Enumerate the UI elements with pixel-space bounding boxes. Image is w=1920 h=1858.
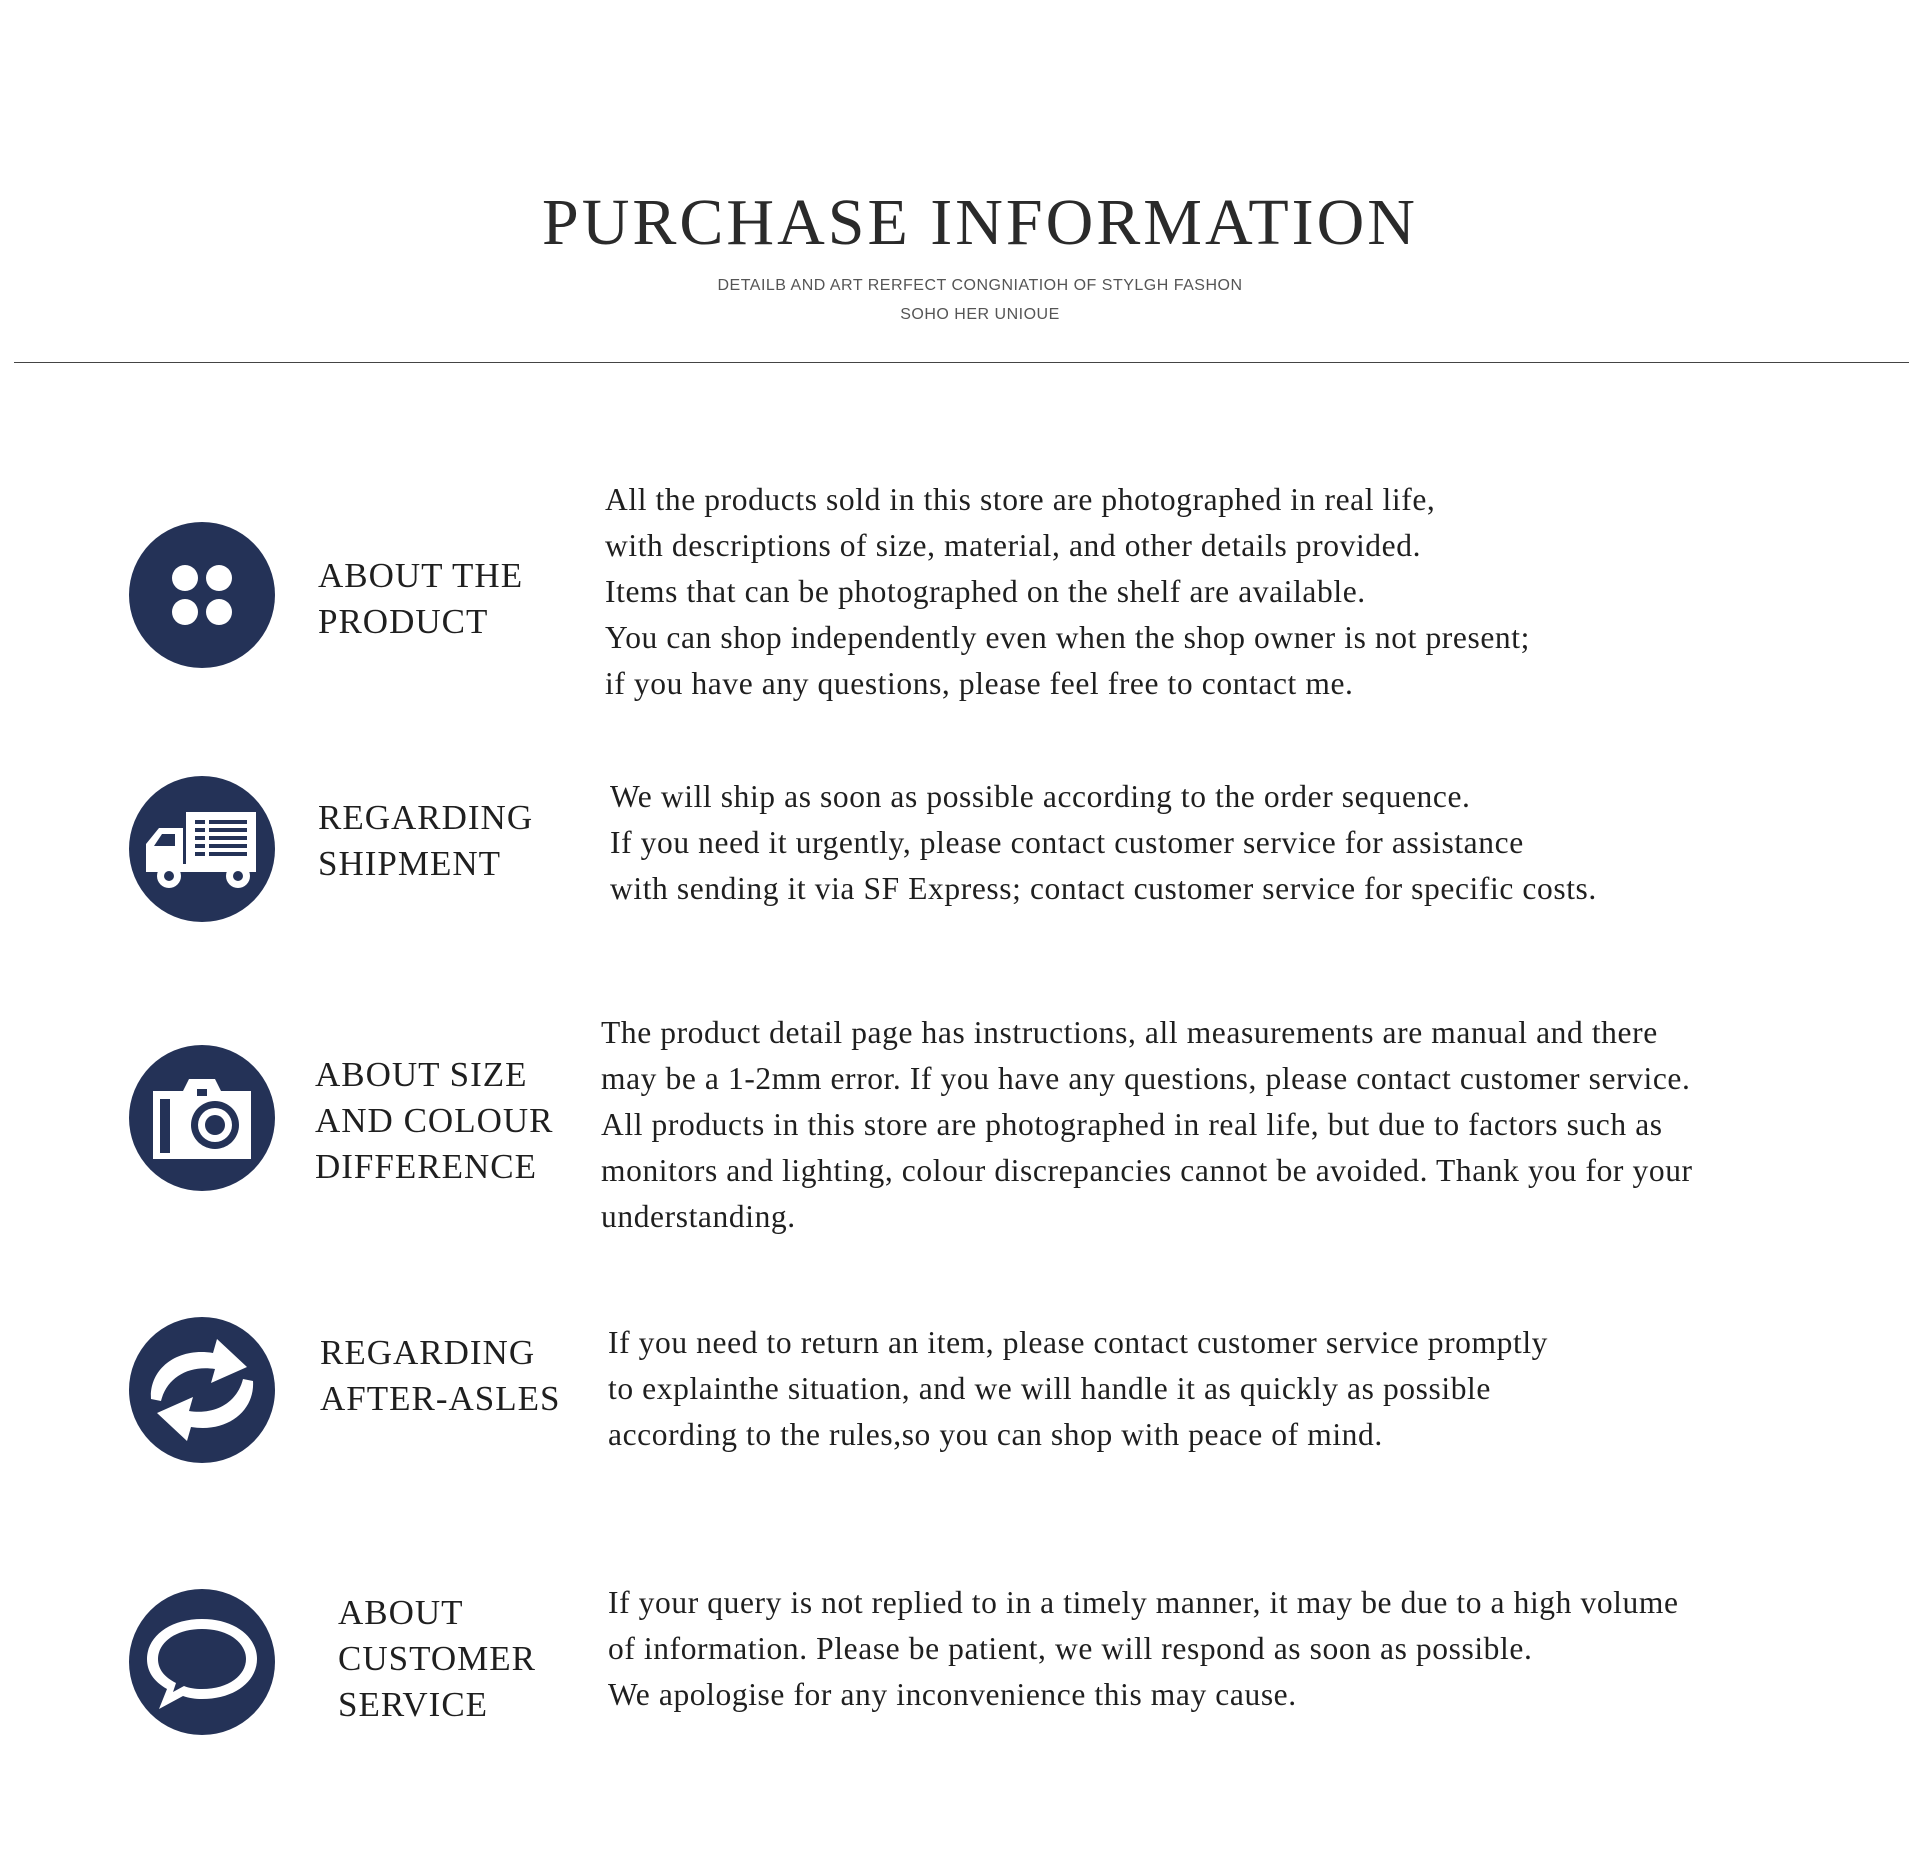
section-label: ABOUT SIZE AND COLOUR DIFFERENCE <box>315 1055 554 1186</box>
description-line: You can shop independently even when the shop owner is not present; <box>605 620 1530 655</box>
section-description <box>605 477 1530 707</box>
section-description <box>608 1320 1548 1458</box>
section-label: REGARDING SHIPMENT <box>318 798 534 883</box>
description-line: All products in this store are photographed in real life, but due to factors such as <box>601 1107 1663 1142</box>
description-line: to explainthe situation, and we will handle it as quickly as possible <box>608 1371 1491 1406</box>
description-line: if you have any questions, please feel free to contact me. <box>605 666 1354 701</box>
description-line: We will ship as soon as possible according to the order sequence. <box>610 779 1471 814</box>
section-description <box>610 774 1597 912</box>
subtitle-line-2: SOHO HER UNIOUE <box>900 306 1060 323</box>
description-line: with sending it via SF Express; contact customer service for specific costs. <box>610 871 1597 906</box>
description-line: If you need to return an item, please contact customer service promptly <box>608 1325 1549 1360</box>
section-label: ABOUT CUSTOMER SERVICE <box>338 1593 536 1724</box>
description-line: according to the rules,so you can shop with peace of mind. <box>608 1417 1383 1452</box>
description-line: All the products sold in this store are photographed in real life, <box>605 482 1436 517</box>
page-title: PURCHASE INFORMATION <box>542 186 1418 259</box>
subtitle-line-1: DETAILB AND ART RERFECT CONGNIATIOH OF STYLGH FASHON <box>717 277 1243 294</box>
refresh-arrows-icon <box>129 1317 275 1463</box>
section-description <box>601 1010 1693 1240</box>
delivery-truck-icon <box>129 776 275 922</box>
four-dots-icon <box>129 522 275 668</box>
description-line: We apologise for any inconvenience this may cause. <box>608 1677 1297 1712</box>
description-line: Items that can be photographed on the shelf are available. <box>605 574 1366 609</box>
description-line: If you need it urgently, please contact customer service for assistance <box>610 825 1524 860</box>
description-line: monitors and lighting, colour discrepancies cannot be avoided. Thank you for your <box>601 1153 1693 1188</box>
description-line: understanding. <box>601 1199 796 1234</box>
speech-bubble-icon <box>129 1589 275 1735</box>
section-description <box>608 1580 1679 1718</box>
camera-icon <box>129 1045 275 1191</box>
description-line: The product detail page has instructions, all measurements are manual and there <box>601 1015 1658 1050</box>
section-label: REGARDING AFTER-ASLES <box>320 1333 561 1418</box>
description-line: with descriptions of size, material, and other details provided. <box>605 528 1422 563</box>
description-line: If your query is not replied to in a timely manner, it may be due to a high volume <box>608 1585 1679 1620</box>
section-label: ABOUT THE PRODUCT <box>318 556 524 641</box>
description-line: of information. Please be patient, we will respond as soon as possible. <box>608 1631 1533 1666</box>
header-divider <box>14 362 1909 363</box>
description-line: may be a 1-2mm error. If you have any questions, please contact customer service. <box>601 1061 1691 1096</box>
